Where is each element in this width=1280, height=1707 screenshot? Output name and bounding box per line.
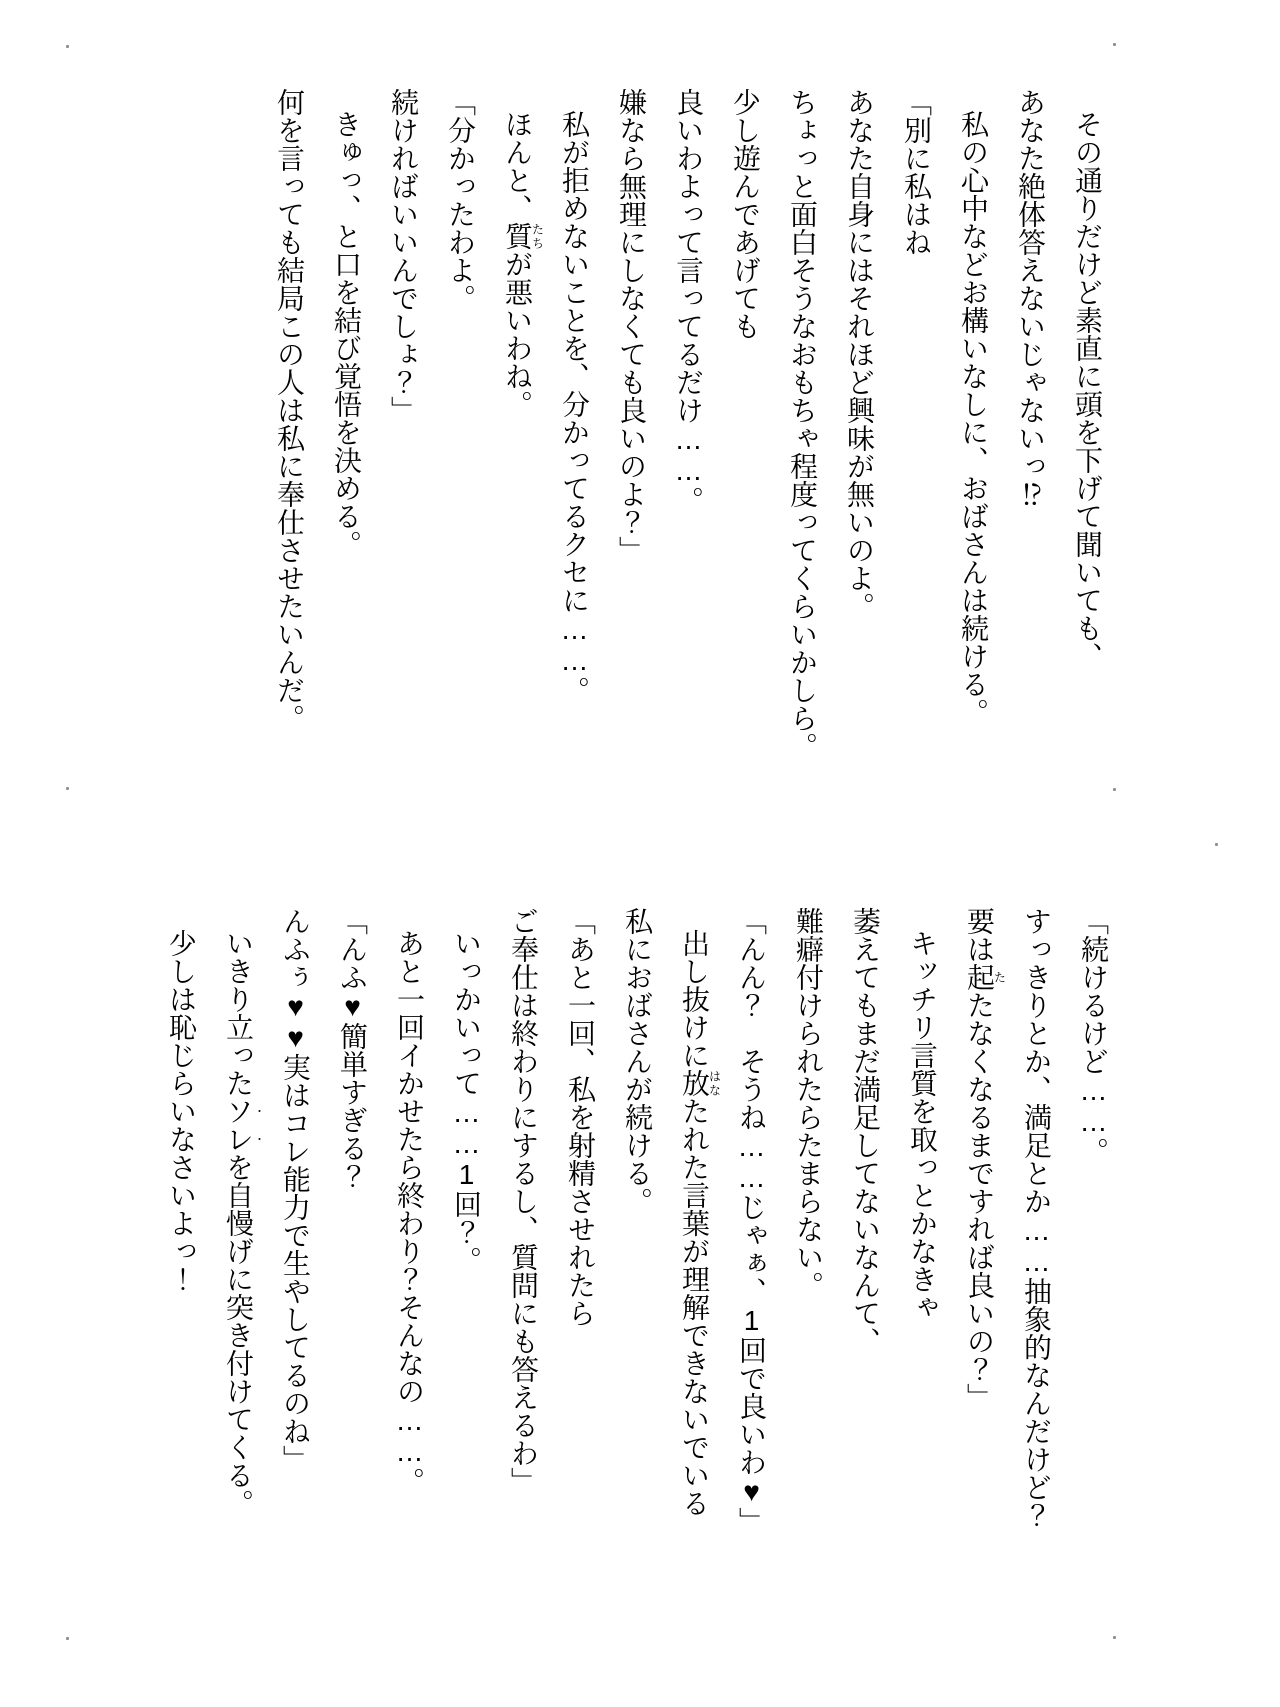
registration-dot [1113,43,1116,46]
text-run: キッチリ言質を取っとかなきゃ [907,929,938,1322]
text-run: を自慢げに突き付けてくる。 [223,1153,254,1518]
registration-dot [66,787,69,790]
furigana-text: はな [707,1069,722,1098]
text-column [831,88,888,800]
text-column [153,907,210,1607]
text-column [894,907,951,1607]
text-column [603,88,660,800]
text-run: 「別に私はね [901,88,932,256]
text-column [1059,88,1116,800]
text-column [660,88,717,800]
text-run: たなくなるまですれば良いの？」 [964,991,995,1411]
text-column [375,88,432,800]
text-run: 萎えてもまだ満足してないなんて、 [850,907,881,1355]
emphasis-dot: ・ [252,1097,265,1126]
text-column [381,907,438,1607]
text-column [723,907,780,1607]
text-column [780,907,837,1607]
page-top [261,88,1116,800]
emphasis-dot: ・ [252,1125,265,1154]
text-run: いっかいって……1回？。 [451,929,482,1275]
text-column [717,88,774,800]
text-column [774,88,831,800]
text-run: 難癖付けられたらたまらない。 [793,907,824,1299]
text-run: 私の心中などお構いなしに、おばさんは続ける。 [958,110,989,727]
registration-dot [1215,843,1218,846]
text-run: 少しは恥じらいなさいよっ！ [166,929,197,1294]
text-column [837,907,894,1607]
text-column [267,907,324,1607]
furigana-ruby: 放はな [679,1069,722,1098]
text-run: ご奉仕は終わりにするし、質問にも答えるわ」 [508,907,539,1495]
furigana-text: た [992,963,1007,991]
text-run: 「分かったわよ。 [445,88,476,312]
text-column [438,907,495,1607]
text-run: 「あと一回、私を射精させれたら [565,907,596,1327]
text-run: たれた言葉が理解できないでいる [679,1097,710,1518]
registration-dot [66,45,69,48]
text-run: きゅっ、と口を結び覚悟を決める。 [331,110,362,559]
text-column [552,907,609,1607]
text-column [951,907,1008,1607]
registration-dot [1113,788,1116,791]
text-run: ほんと、 [502,110,533,223]
text-run: すっきりとか、満足とか……抽象的なんだけど？ [1021,907,1052,1529]
text-run: 出し抜けに [679,929,710,1070]
registration-dot [66,1637,69,1640]
text-run: んふぅ♥♥実はコレ能力で生やしてるのね」 [280,907,311,1473]
text-run: 要は [964,907,995,963]
text-run: あなた自身にはそれほど興味が無いのよ。 [844,88,875,620]
text-column [1065,907,1122,1607]
text-column [888,88,945,800]
registration-dot [1113,1636,1116,1639]
furigana-text: たち [530,222,545,251]
text-run: 続ければいいんでしょ？」 [388,88,419,424]
text-run: 嫌なら無理にしなくても良いのよ？」 [616,88,647,564]
text-column [324,907,381,1607]
text-column [546,88,603,800]
emphasis-dotted-text: ソ・レ・ [223,1097,265,1154]
text-run: あと一回イかせたら終わり？そんなの……。 [394,929,425,1496]
text-column [495,907,552,1607]
text-run: が悪いわね。 [502,250,533,419]
text-run: あなた絶体答えないじゃないっ⁉ [1015,88,1046,508]
text-run: ちょっと面白そうなおもちゃ程度ってくらいかしら。 [787,88,818,760]
furigana-ruby: 質たち [502,222,545,251]
text-column [318,88,375,800]
text-run: 良いわよって言ってるだけ……。 [673,88,704,514]
text-run: 「んん？ そうね……じゃぁ、1回で良いわ♥」 [736,907,767,1535]
text-column [210,907,267,1607]
text-run: 私が拒めないことを、分かってるクセに……。 [559,110,590,705]
text-run: 「続けるけど……。 [1078,907,1109,1165]
text-run: 「んふ♥簡単すぎる？ [337,907,368,1190]
text-column [1008,907,1065,1607]
text-run: 少し遊んであげても [730,88,761,340]
text-column [609,907,666,1607]
text-column [666,907,723,1607]
text-column [1002,88,1059,800]
text-run: いきり立った [223,929,254,1098]
text-column [945,88,1002,800]
text-run: 私におばさんが続ける。 [622,907,653,1215]
page-bottom [153,907,1122,1607]
text-column [432,88,489,800]
furigana-ruby: 起た [964,963,1007,991]
text-run: その通りだけど素直に頭を下げて聞いても、 [1072,110,1103,671]
text-column [261,88,318,800]
text-run: 何を言っても結局この人は私に奉仕させたいんだ。 [274,88,305,732]
text-column [489,88,546,800]
